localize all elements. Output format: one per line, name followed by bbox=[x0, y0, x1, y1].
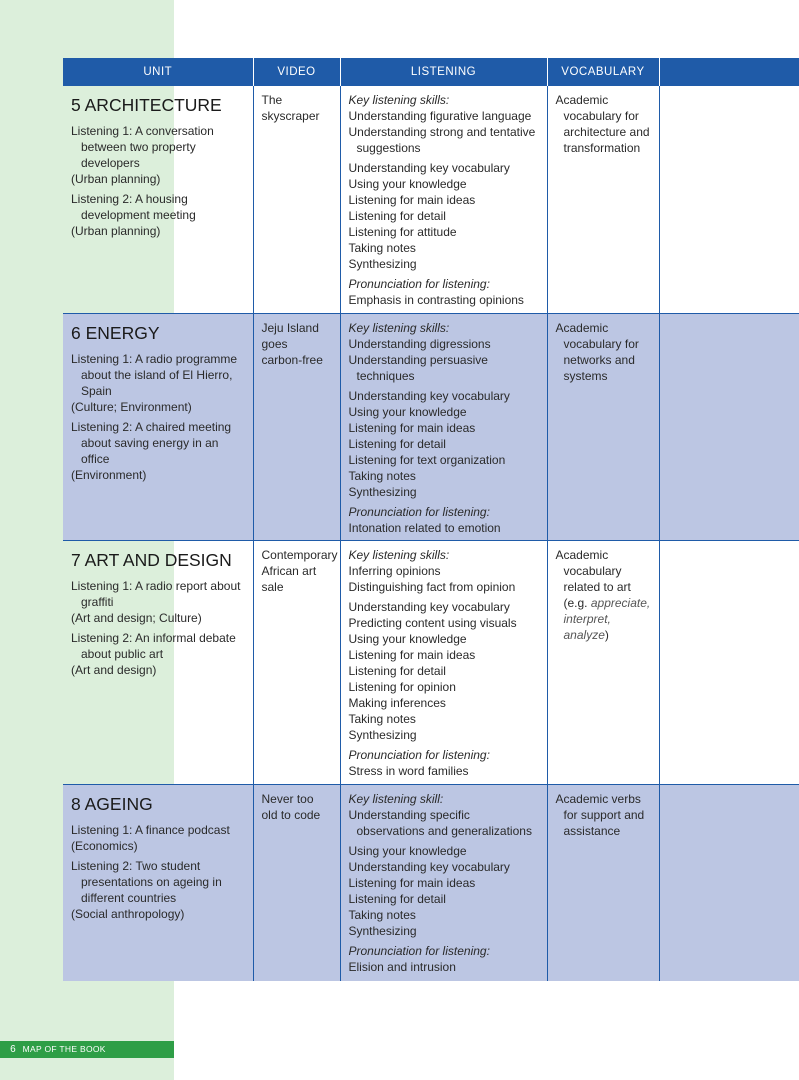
key-skill: Understanding digressions bbox=[348, 337, 491, 351]
video-title: Jeju Island goes carbon-free bbox=[261, 321, 323, 367]
other-skills-block bbox=[349, 388, 539, 500]
header-video: VIDEO bbox=[253, 58, 340, 86]
unit-listening-part bbox=[71, 123, 245, 187]
skill: Using your knowledge bbox=[348, 177, 467, 191]
skill: Predicting content using visuals bbox=[348, 616, 517, 630]
page-number: 6 bbox=[10, 1044, 16, 1055]
skill: Taking notes bbox=[348, 469, 416, 483]
table-row bbox=[63, 314, 799, 541]
pronunciation-block bbox=[349, 747, 539, 779]
unit-listening-part bbox=[71, 578, 245, 626]
skill: Understanding key vocabulary bbox=[348, 389, 510, 403]
pronunciation-label: Pronunciation for listening: bbox=[348, 944, 490, 958]
next-column-cell bbox=[659, 541, 799, 785]
listening-part-title: Listening 1: A radio report about graffiti bbox=[71, 579, 241, 609]
header-unit: UNIT bbox=[63, 58, 253, 86]
unit-listening-part bbox=[71, 858, 245, 922]
pronunciation-label: Pronunciation for listening: bbox=[348, 277, 490, 291]
skill: Listening for main ideas bbox=[348, 193, 476, 207]
unit-listening-part bbox=[71, 191, 245, 239]
listening-part-title: Listening 2: An informal debate about public art bbox=[71, 631, 236, 661]
other-skills-block bbox=[349, 160, 539, 272]
skill: Synthesizing bbox=[348, 728, 417, 742]
skill: Listening for detail bbox=[348, 892, 446, 906]
skill: Listening for detail bbox=[348, 209, 446, 223]
video-cell bbox=[253, 314, 340, 541]
skill: Listening for attitude bbox=[348, 225, 457, 239]
unit-title: 7 ART AND DESIGN bbox=[71, 550, 232, 570]
vocabulary-text: Academic vocabulary for architecture and transformation bbox=[555, 93, 650, 155]
listening-part-title: Listening 1: A finance podcast bbox=[71, 823, 230, 837]
vocabulary-cell bbox=[547, 86, 659, 314]
listening-cell bbox=[340, 86, 547, 314]
vocabulary-text: Academic vocabulary related to art bbox=[555, 548, 631, 594]
video-title: Contemporary African art sale bbox=[261, 548, 338, 594]
skill: Understanding key vocabulary bbox=[348, 161, 510, 175]
unit-cell bbox=[63, 86, 253, 314]
pronunciation-block bbox=[349, 504, 539, 536]
table-row bbox=[63, 541, 799, 785]
skill: Understanding key vocabulary bbox=[348, 600, 510, 614]
key-skills-block bbox=[349, 791, 539, 839]
key-skill: Understanding specific observations and generalizations bbox=[348, 808, 532, 838]
key-skill: Understanding persuasive techniques bbox=[348, 353, 488, 383]
vocabulary-examples-open: (e.g. bbox=[563, 596, 591, 610]
listening-part-topic: (Art and design) bbox=[71, 663, 157, 677]
header-next-column bbox=[659, 58, 799, 86]
unit-cell bbox=[63, 314, 253, 541]
listening-part-topic: (Social anthropology) bbox=[71, 907, 185, 921]
unit-title: 8 AGEING bbox=[71, 794, 153, 814]
header-vocabulary: VOCABULARY bbox=[547, 58, 659, 86]
key-skill: Inferring opinions bbox=[348, 564, 441, 578]
key-skills-block bbox=[349, 320, 539, 384]
table-row bbox=[63, 785, 799, 981]
skill: Synthesizing bbox=[348, 924, 417, 938]
vocabulary-examples bbox=[556, 595, 651, 643]
skill: Listening for detail bbox=[348, 664, 446, 678]
skill: Listening for main ideas bbox=[348, 421, 476, 435]
skill: Listening for main ideas bbox=[348, 648, 476, 662]
listening-cell bbox=[340, 314, 547, 541]
other-skills-block bbox=[349, 843, 539, 939]
listening-part-title: Listening 1: A conversation between two property developers bbox=[71, 124, 214, 170]
unit-title: 6 ENERGY bbox=[71, 323, 160, 343]
key-skill: Understanding strong and tentative suggestions bbox=[348, 125, 536, 155]
listening-part-title: Listening 2: Two student presentations on ageing in different countries bbox=[71, 859, 222, 905]
table-row bbox=[63, 86, 799, 314]
listening-cell bbox=[340, 541, 547, 785]
vocabulary-examples-close: ) bbox=[604, 628, 609, 642]
key-skills-label: Key listening skills: bbox=[348, 548, 450, 562]
table-header-row bbox=[63, 58, 799, 86]
video-title: Never too old to code bbox=[261, 792, 321, 822]
video-cell bbox=[253, 785, 340, 981]
next-column-cell bbox=[659, 86, 799, 314]
skill: Listening for main ideas bbox=[348, 876, 476, 890]
listening-part-title: Listening 1: A radio programme about the island of El Hierro, Spain bbox=[71, 352, 238, 398]
footer-label: MAP OF THE BOOK bbox=[22, 1044, 106, 1054]
pronunciation-block bbox=[349, 276, 539, 308]
skill: Understanding key vocabulary bbox=[348, 860, 510, 874]
pronunciation-skill: Emphasis in contrasting opinions bbox=[348, 293, 524, 307]
listening-part-topic: (Urban planning) bbox=[71, 224, 161, 238]
other-skills-block bbox=[349, 599, 539, 743]
listening-part-topic: (Culture; Environment) bbox=[71, 400, 192, 414]
listening-part-topic: (Urban planning) bbox=[71, 172, 161, 186]
vocabulary-example-words: appreciate, interpret, analyze bbox=[563, 596, 651, 642]
skill: Listening for opinion bbox=[348, 680, 456, 694]
unit-title: 5 ARCHITECTURE bbox=[71, 95, 222, 115]
key-skills-block bbox=[349, 547, 539, 595]
skill: Using your knowledge bbox=[348, 632, 467, 646]
page-footer bbox=[0, 1041, 174, 1058]
listening-part-topic: (Environment) bbox=[71, 468, 147, 482]
unit-listening-part bbox=[71, 822, 245, 854]
skill: Taking notes bbox=[348, 712, 416, 726]
header-listening: LISTENING bbox=[340, 58, 547, 86]
vocabulary-cell bbox=[547, 785, 659, 981]
key-skills-label: Key listening skills: bbox=[348, 93, 450, 107]
vocabulary-text: Academic vocabulary for networks and systems bbox=[555, 321, 639, 383]
pronunciation-block bbox=[349, 943, 539, 975]
map-of-book-table bbox=[63, 58, 799, 981]
key-skill: Understanding figurative language bbox=[348, 109, 532, 123]
unit-listening-part bbox=[71, 630, 245, 678]
skill: Using your knowledge bbox=[348, 844, 467, 858]
key-skills-label: Key listening skill: bbox=[348, 792, 444, 806]
unit-cell bbox=[63, 541, 253, 785]
unit-cell bbox=[63, 785, 253, 981]
next-column-cell bbox=[659, 785, 799, 981]
video-title: The skyscraper bbox=[261, 93, 320, 123]
pronunciation-label: Pronunciation for listening: bbox=[348, 505, 490, 519]
pronunciation-label: Pronunciation for listening: bbox=[348, 748, 490, 762]
next-column-cell bbox=[659, 314, 799, 541]
skill: Using your knowledge bbox=[348, 405, 467, 419]
skill: Taking notes bbox=[348, 908, 416, 922]
key-skills-label: Key listening skills: bbox=[348, 321, 450, 335]
listening-part-title: Listening 2: A chaired meeting about saving energy in an office bbox=[71, 420, 232, 466]
listening-part-title: Listening 2: A housing development meeting bbox=[71, 192, 196, 222]
listening-part-topic: (Economics) bbox=[71, 839, 138, 853]
unit-listening-part bbox=[71, 419, 245, 483]
video-cell bbox=[253, 86, 340, 314]
key-skills-block bbox=[349, 92, 539, 156]
skill: Listening for text organization bbox=[348, 453, 506, 467]
skill: Listening for detail bbox=[348, 437, 446, 451]
vocabulary-cell bbox=[547, 314, 659, 541]
skill: Taking notes bbox=[348, 241, 416, 255]
vocabulary-text: Academic verbs for support and assistance bbox=[555, 792, 645, 838]
video-cell bbox=[253, 541, 340, 785]
pronunciation-skill: Stress in word families bbox=[348, 764, 469, 778]
skill: Making inferences bbox=[348, 696, 446, 710]
listening-part-topic: (Art and design; Culture) bbox=[71, 611, 202, 625]
vocabulary-cell bbox=[547, 541, 659, 785]
pronunciation-skill: Intonation related to emotion bbox=[348, 521, 501, 535]
pronunciation-skill: Elision and intrusion bbox=[348, 960, 456, 974]
unit-listening-part bbox=[71, 351, 245, 415]
skill: Synthesizing bbox=[348, 257, 417, 271]
listening-cell bbox=[340, 785, 547, 981]
key-skill: Distinguishing fact from opinion bbox=[348, 580, 516, 594]
skill: Synthesizing bbox=[348, 485, 417, 499]
